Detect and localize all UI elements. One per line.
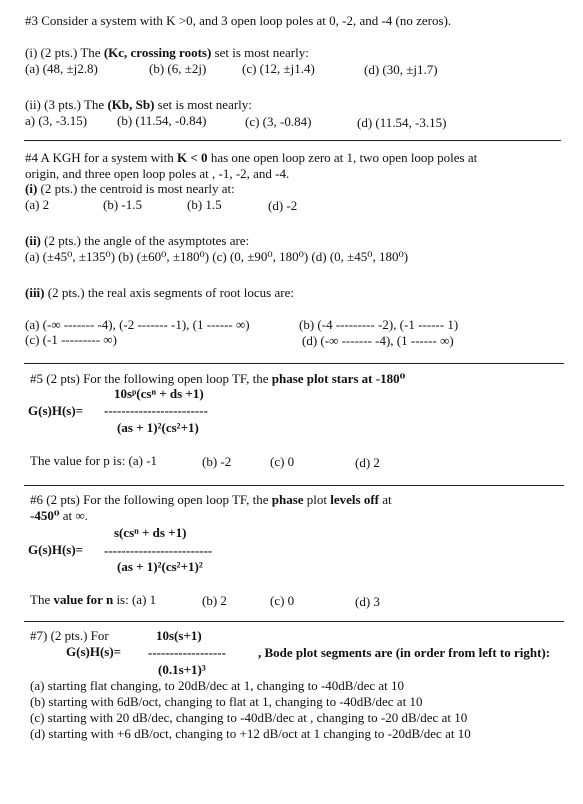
q4-i-option-a: (a) 2 [25,197,50,212]
q5-numerator: 10sᵖ(csⁿ + ds +1) [114,386,204,401]
q4-iii-text: (2 pts.) the real axis segments of root locus are: [44,285,294,300]
q7-option-b: (b) starting with 6dB/oct, changing to flat at 1, changing to -40dB/dec at 10 [30,694,423,709]
q3-i-bold: (Kc, crossing roots) [103,45,212,60]
q6-stem-bold2: levels off [330,492,379,507]
q4-iii-option-b: (b) (-4 --------- -2), (-1 ------ 1) [299,317,459,332]
q6-q-post: is: (a) 1 [113,592,157,607]
q4-iii-option-a: (a) (-∞ ------- -4), (-2 ------- -1), (1 ------ ∞) [25,317,250,332]
q5-question: The value for p is: (a) -1 [30,453,158,468]
q5-option-d: (d) 2 [355,455,380,470]
q5-stem [30,372,405,386]
q6-stem [30,493,392,507]
q3-ii-bold: (Kb, Sb) [107,97,155,112]
q3-stem: #3 Consider a system with K >0, and 3 open loop poles at 0, -2, and -4 (no zeros). [25,13,452,28]
q3-ii-option-c: (c) (3, -0.84) [245,114,312,129]
q7-numerator: 10s(s+1) [156,628,202,643]
q4-ii-options: (a) (±45⁰, ±135⁰) (b) (±60⁰, ±180⁰) (c) (0, ±90⁰, 180⁰) (d) (0, ±45⁰, 180⁰) [25,249,409,264]
q4-ii-text: (2 pts.) the angle of the asymptotes are: [40,233,250,248]
q6-stem-bold: phase [271,492,304,507]
q3-i-option-d: (d) (30, ±j1.7) [364,62,438,77]
q6-stem-mid: plot [303,492,331,507]
q6-q-bold: value for n [53,592,114,607]
q4-i-option-d: (d) -2 [268,198,298,213]
q7-label: #7) (2 pts.) For [30,628,109,643]
q6-stem-line2 [30,509,88,523]
q3-ii-pre: (ii) (3 pts.) The [25,97,108,112]
q6-stem-post: at [379,492,392,507]
q6-fraction-bar: ------------------------- [104,543,213,558]
q3-i-post: set is most nearly: [211,45,309,60]
q6-stem2-bold: -450⁰ [30,508,60,523]
q5-option-c: (c) 0 [270,454,295,469]
q4-ii-prompt [25,234,249,248]
q5-fraction-bar: ------------------------ [104,403,208,418]
q7-lhs: G(s)H(s)= [66,644,122,659]
q3-i-pre: (i) (2 pts.) The [25,45,104,60]
q6-lhs: G(s)H(s)= [28,542,84,557]
divider-q5-q6 [24,485,564,486]
q7-denominator: (0.1s+1)³ [158,662,206,677]
q6-question [30,593,156,607]
q4-i-prompt [25,182,235,196]
q4-stem-line2: origin, and three open loop poles at , -1, -2, and -4. [25,166,290,181]
q5-stem-pre: #5 (2 pts) For the following open loop TF, the [30,371,272,386]
q6-q-pre: The [30,592,54,607]
q7-option-a: (a) starting flat changing, to 20dB/dec at 1, changing to -40dB/dec at 10 [30,678,405,693]
q3-ii-option-d: (d) (11.54, -3.15) [357,115,447,130]
q4-i-option-b: (b) -1.5 [103,197,142,212]
q3-i-option-b: (b) (6, ±2j) [149,61,207,76]
q3-ii-post: set is most nearly: [154,97,252,112]
q4-stem-post: has one open loop zero at 1, two open loop poles at [207,150,478,165]
q4-i-label: (i) [25,181,38,196]
q5-denominator: (as + 1)²(cs²+1) [117,420,199,435]
q6-option-b: (b) 2 [202,593,227,608]
q6-option-c: (c) 0 [270,593,295,608]
q7-fraction-bar: ------------------ [148,645,226,660]
q6-stem2-post: at ∞. [59,508,88,523]
q4-iii-label: (iii) [25,285,45,300]
q6-option-d: (d) 3 [355,594,380,609]
divider-q6-q7 [24,621,564,622]
q4-ii-label: (ii) [25,233,41,248]
q3-ii-prompt [25,98,252,112]
q3-ii-option-a: a) (3, -3.15) [25,113,88,128]
q4-iii-option-c: (c) (-1 --------- ∞) [25,332,117,347]
q4-iii-option-d: (d) (-∞ ------- -4), (1 ------ ∞) [302,333,454,348]
q4-iii-prompt [25,286,294,300]
q6-numerator: s(csⁿ + ds +1) [114,525,187,540]
q7-option-c: (c) starting with 20 dB/dec, changing to -40dB/dec at , changing to -20 dB/dec at 10 [30,710,468,725]
q7-option-d: (d) starting with +6 dB/oct, changing to +12 dB/oct at 1 changing to -20dB/dec at 10 [30,726,471,741]
q4-i-option-c: (b) 1.5 [187,197,222,212]
q6-denominator: (as + 1)²(cs²+1)² [117,559,203,574]
q3-ii-option-b: (b) (11.54, -0.84) [117,113,207,128]
q5-stem-bold: phase plot stars at -180⁰ [271,371,406,386]
q4-stem-pre: #4 A KGH for a system with [25,150,178,165]
divider-q3-q4 [24,140,561,141]
q3-i-prompt [25,46,309,60]
q5-option-b: (b) -2 [202,454,232,469]
divider-q4-q5 [24,363,564,364]
q5-lhs: G(s)H(s)= [28,403,84,418]
q4-stem [25,151,477,165]
q4-i-text: (2 pts.) the centroid is most nearly at: [37,181,235,196]
q3-i-option-c: (c) (12, ±j1.4) [242,61,315,76]
q3-i-option-a: (a) (48, ±j2.8) [25,61,98,76]
q4-stem-bold: K < 0 [177,150,208,165]
q6-stem-pre: #6 (2 pts) For the following open loop TF, the [30,492,272,507]
q7-after-text: , Bode plot segments are (in order from left to right): [258,645,551,660]
